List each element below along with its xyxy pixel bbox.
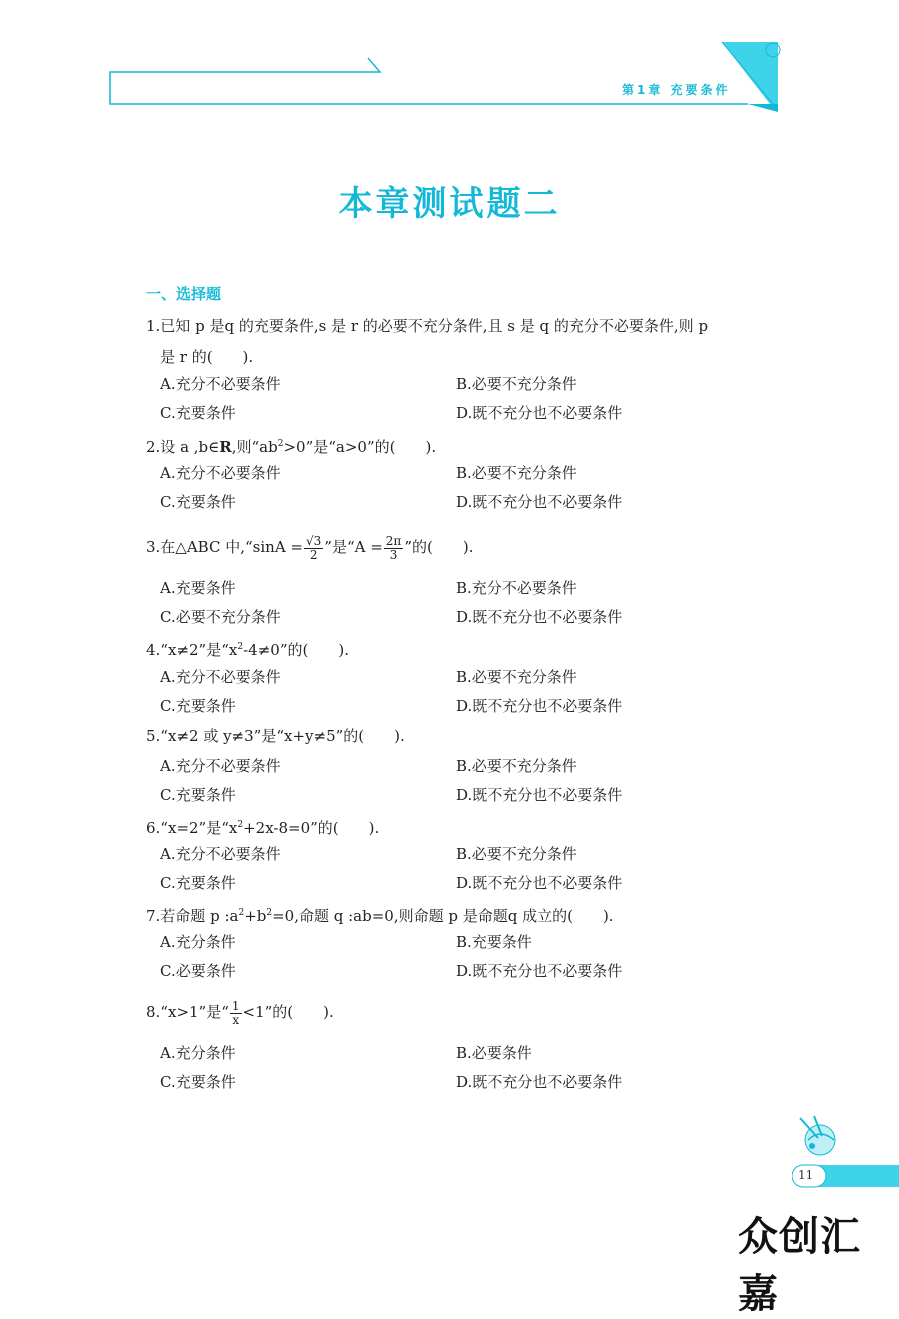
- q4-option-b: B.必要不充分条件: [456, 668, 577, 686]
- q6-option-c: C.充要条件: [160, 874, 236, 892]
- q7-option-c: C.必要条件: [160, 962, 236, 980]
- page-title: 本章测试题二: [338, 184, 561, 224]
- q1-option-c: C.充要条件: [160, 404, 236, 422]
- question-2-stem: 2.设 a ,b∈R,则“$ab^2>0$”是“a>0”的( ).: [146, 438, 437, 456]
- q2-option-d: D.既不充分也不必要条件: [456, 493, 623, 511]
- q1-option-a: A.充分不必要条件: [160, 375, 281, 393]
- question-1-stem-cont: 是 r 的( ).: [160, 348, 254, 366]
- section-heading: 一、选择题: [146, 285, 222, 303]
- question-5-stem: 5.“x≠2 或 y≠3”是“x+y≠5”的( ).: [146, 727, 405, 745]
- question-6-stem: 6.“x=2”是“$x^2+2x-8=0$”的( ).: [146, 819, 380, 837]
- q5-option-c: C.充要条件: [160, 786, 236, 804]
- q7-option-d: D.既不充分也不必要条件: [456, 962, 623, 980]
- question-4-stem: 4.“x≠2”是“$x^2-4\ne 0$”的( ).: [146, 641, 349, 659]
- question-3-stem: 3.在△ABC 中,“sinA = $\frac{√3}{2}$ ”是“A = $\frac{2\pi}{3}$ ”的( ).: [146, 533, 474, 562]
- q1-option-b: B.必要不充分条件: [456, 375, 577, 393]
- q4-option-d: D.既不充分也不必要条件: [456, 697, 623, 715]
- question-8-stem: 8.“x>1”是“ $\frac{1}{x}$ <1”的( ).: [146, 998, 334, 1027]
- q8-fraction: $\frac{1}{x}$: [231, 998, 240, 1027]
- question-1-stem: 1.已知 p 是q 的充要条件,s 是 r 的必要不充分条件,且 s 是 q 的充分不必要条件,则 p: [146, 317, 709, 335]
- q6-option-b: B.必要不充分条件: [456, 845, 577, 863]
- q8-option-d: D.既不充分也不必要条件: [456, 1073, 623, 1091]
- q3-fraction-2: $\frac{2\pi}{3}$: [385, 533, 402, 562]
- q6-option-d: D.既不充分也不必要条件: [456, 874, 623, 892]
- q3-option-c: C.必要不充分条件: [160, 608, 281, 626]
- q8-option-c: C.充要条件: [160, 1073, 236, 1091]
- q5-option-a: A.充分不必要条件: [160, 757, 281, 775]
- q5-option-d: D.既不充分也不必要条件: [456, 786, 623, 804]
- q8-option-a: A.充分条件: [160, 1044, 236, 1062]
- q2-option-a: A.充分不必要条件: [160, 464, 281, 482]
- q1-option-d: D.既不充分也不必要条件: [456, 404, 623, 422]
- question-7-stem: 7.若命题 p $:a^2+b^2=0$,命题 q :ab=0,则命题 p 是命题q 成立的( ).: [146, 907, 614, 925]
- q3-fraction-1: $\frac{√3}{2}$: [306, 533, 322, 562]
- q4-option-a: A.充分不必要条件: [160, 668, 281, 686]
- watermark: 众创汇嘉: [738, 1214, 861, 1317]
- q8-option-b: B.必要条件: [456, 1044, 532, 1062]
- q5-option-b: B.必要不充分条件: [456, 757, 577, 775]
- q4-option-c: C.充要条件: [160, 697, 236, 715]
- q3-option-d: D.既不充分也不必要条件: [456, 608, 623, 626]
- header-decoration: [0, 0, 899, 130]
- q2-option-c: C.充要条件: [160, 493, 236, 511]
- page-number: 11: [798, 1168, 814, 1182]
- chapter-label: 第1章 充要条件: [622, 83, 731, 97]
- q3-option-a: A.充要条件: [160, 579, 236, 597]
- q2-option-b: B.必要不充分条件: [456, 464, 577, 482]
- q7-option-a: A.充分条件: [160, 933, 236, 951]
- footer-illustration-icon: [790, 1110, 850, 1160]
- q7-option-b: B.充要条件: [456, 933, 532, 951]
- q6-option-a: A.充分不必要条件: [160, 845, 281, 863]
- q3-option-b: B.充分不必要条件: [456, 579, 577, 597]
